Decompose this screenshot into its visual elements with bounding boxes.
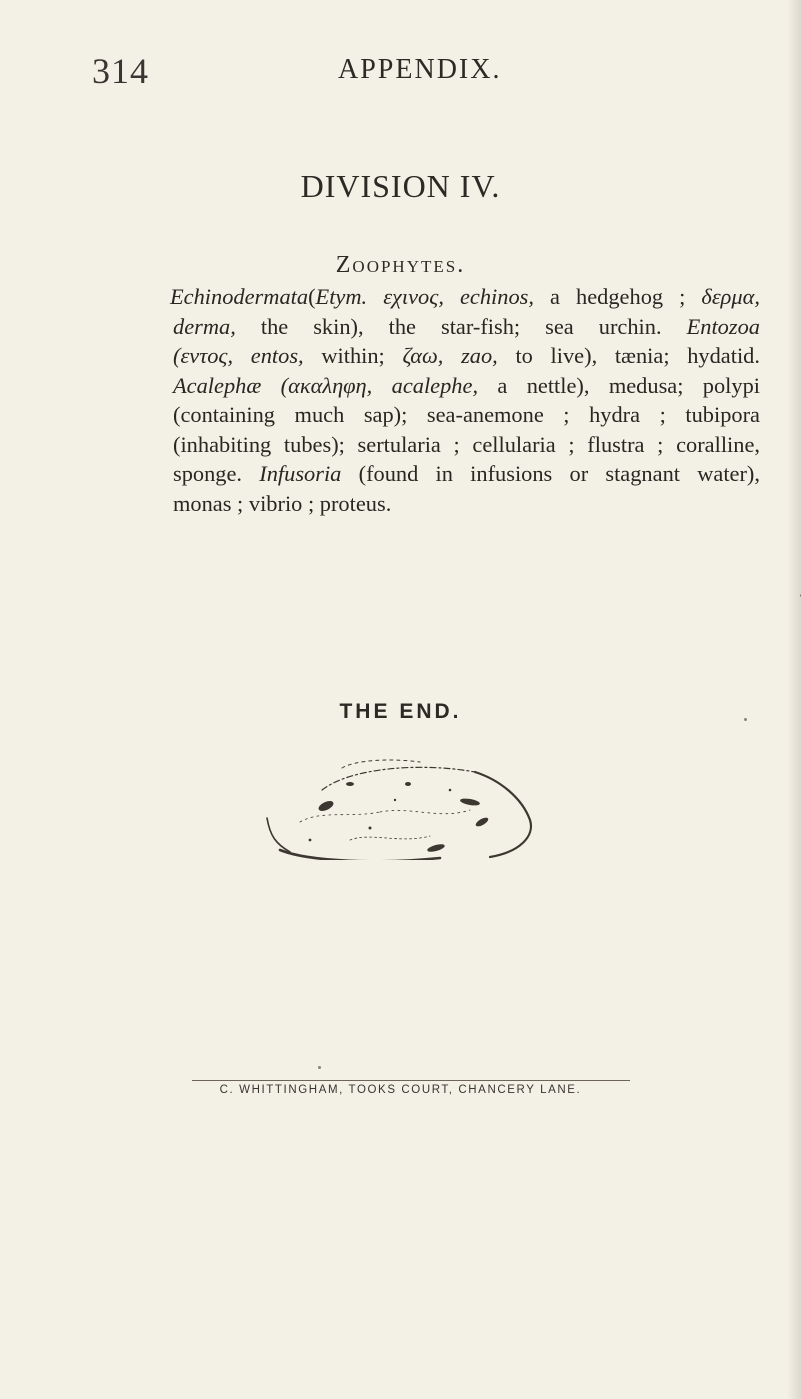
text-line-3 — [170, 341, 760, 371]
printer-imprint: C. WHITTINGHAM, TOOKS COURT, CHANCERY LANE. — [219, 1084, 582, 1096]
imprint-rule — [192, 1080, 630, 1081]
term-entozoa: Entozoa — [686, 313, 760, 339]
section-subheading: Zoophytes. — [335, 252, 466, 278]
greek-echinos: εχινος, — [383, 284, 444, 309]
page-number: 314 — [92, 51, 149, 91]
paper-speck — [744, 718, 747, 721]
gloss-within: within; — [321, 343, 385, 368]
etym-open: ( — [308, 284, 316, 309]
text-line-2 — [170, 312, 760, 342]
gloss-nettle: a nettle), medusa; polypi — [497, 372, 761, 398]
text-line-1 — [170, 282, 760, 312]
zoophytes-paragraph — [170, 282, 760, 518]
text-line-5: (containing much sap); sea-anemone ; hydra ; tubipora — [173, 402, 760, 427]
text-line-7 — [170, 459, 760, 489]
translit-derma: derma, — [173, 313, 236, 339]
gloss-skin: the skin), the star-fish; sea urchin. — [260, 313, 662, 339]
gloss-sponge: sponge. — [173, 461, 243, 486]
greek-derma: δερμα, — [701, 284, 760, 309]
translit-echinos: echinos, — [459, 284, 534, 309]
greek-akalephe: (ακαληφη, — [280, 372, 373, 398]
translit-zao: zao, — [461, 343, 498, 368]
running-head: APPENDIX. — [338, 54, 502, 85]
text-line-6: (inhabiting tubes); sertularia ; cellularia ; flustra ; coralline, — [173, 431, 760, 457]
term-infusoria: Infusoria — [259, 461, 342, 486]
text-line-4 — [170, 371, 760, 401]
term-acalephae: Acalephæ — [173, 372, 262, 398]
division-heading: DIVISION IV. — [300, 168, 501, 204]
etym-label: Etym. — [315, 284, 368, 309]
gloss-hedgehog: a hedgehog ; — [550, 284, 686, 309]
paper-speck — [318, 1066, 321, 1069]
gloss-infusions: (found in infusions or stagnant water), — [358, 461, 760, 486]
greek-entos: (εντος, — [173, 343, 234, 368]
greek-zao: ζαω, — [402, 343, 444, 368]
term-echinodermata: Echinodermata — [170, 284, 309, 309]
text-line-8: monas ; vibrio ; proteus. — [173, 490, 392, 516]
translit-entos: entos, — [250, 343, 304, 368]
the-end-heading: THE END. — [339, 700, 462, 723]
vignette-ornament — [230, 740, 570, 860]
translit-acalephe: acalephe, — [391, 372, 479, 398]
gloss-to-live: to live), tænia; hydatid. — [515, 343, 760, 368]
